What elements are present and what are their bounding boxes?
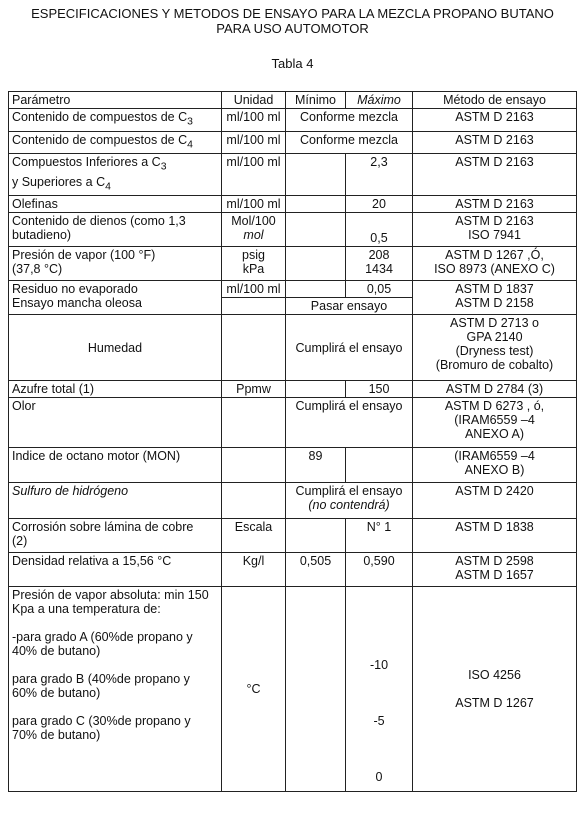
minmax-cell: Cumplirá el ensayo (no contendrá) bbox=[286, 483, 413, 519]
min-cell bbox=[286, 213, 346, 247]
min-cell bbox=[286, 519, 346, 553]
col-header-metodo: Método de ensayo bbox=[413, 92, 577, 109]
document-title: ESPECIFICACIONES Y METODOS DE ENSAYO PARA LA MEZCLA PROPANO BUTANO bbox=[31, 6, 554, 21]
max-cell: 208 1434 bbox=[346, 247, 413, 281]
method-cell: ASTM D 6273 , ó, (IRAM6559 –4 ANEXO A) bbox=[413, 398, 577, 448]
minmax-cell: Conforme mezcla bbox=[286, 109, 413, 132]
method-cell: ASTM D 2598 ASTM D 1657 bbox=[413, 553, 577, 587]
param-cell: Presión de vapor (100 °F) (37,8 °C) bbox=[9, 247, 222, 281]
table-row bbox=[9, 483, 577, 519]
col-header-minimo: Mínimo bbox=[286, 92, 346, 109]
unit-cell: ml/100 ml bbox=[222, 109, 286, 132]
param-cell: Contenido de compuestos de $C_4$ bbox=[9, 131, 222, 154]
param-cell: Indice de octano motor (MON) bbox=[9, 448, 222, 483]
max-cell: 0,5 bbox=[346, 213, 413, 247]
min-cell bbox=[286, 247, 346, 281]
method-cell: ASTM D 1837 ASTM D 2158 bbox=[413, 281, 577, 315]
method-cell: ASTM D 2784 (3) bbox=[413, 381, 577, 398]
param-cell: Olefinas bbox=[9, 196, 222, 213]
unit-cell bbox=[222, 483, 286, 519]
table-row bbox=[9, 398, 577, 448]
table-row bbox=[9, 131, 577, 154]
unit-cell: Kg/l bbox=[222, 553, 286, 587]
col-header-parametro: Parámetro bbox=[9, 92, 222, 109]
min-cell bbox=[286, 154, 346, 196]
unit-cell: psig kPa bbox=[222, 247, 286, 281]
minmax-cell: Cumplirá el ensayo bbox=[286, 398, 413, 448]
specifications-table bbox=[8, 91, 577, 792]
max-cell: 0,590 bbox=[346, 553, 413, 587]
method-cell: ASTM D 2163 bbox=[413, 154, 577, 196]
document-subtitle: PARA USO AUTOMOTOR bbox=[216, 21, 369, 36]
table-row bbox=[9, 381, 577, 398]
unit-cell: ml/100 ml bbox=[222, 154, 286, 196]
method-cell: (IRAM6559 –4 ANEXO B) bbox=[413, 448, 577, 483]
col-header-unidad: Unidad bbox=[222, 92, 286, 109]
param-cell: Residuo no evaporado Ensayo mancha oleosa bbox=[9, 281, 222, 315]
table-row bbox=[9, 281, 577, 298]
unit-cell bbox=[222, 315, 286, 381]
min-cell bbox=[286, 381, 346, 398]
unit-cell bbox=[222, 298, 286, 315]
min-cell bbox=[286, 281, 346, 298]
col-header-maximo: Máximo bbox=[346, 92, 413, 109]
max-cell bbox=[346, 448, 413, 483]
max-cell: -10 -5 0 bbox=[346, 587, 413, 792]
unit-cell: ml/100 ml bbox=[222, 281, 286, 298]
method-cell: ASTM D 1838 bbox=[413, 519, 577, 553]
max-cell: 150 bbox=[346, 381, 413, 398]
method-cell: ISO 4256 ASTM D 1267 bbox=[413, 587, 577, 792]
unit-cell bbox=[222, 398, 286, 448]
min-cell bbox=[286, 196, 346, 213]
max-cell: 20 bbox=[346, 196, 413, 213]
table-row bbox=[9, 315, 577, 381]
param-cell: Compuestos Inferiores a $C_3$ y Superiores a $C_4$ bbox=[9, 154, 222, 196]
method-cell: ASTM D 2163 bbox=[413, 131, 577, 154]
param-cell: Densidad relativa a 15,56 °C bbox=[9, 553, 222, 587]
max-cell: 2,3 bbox=[346, 154, 413, 196]
table-row bbox=[9, 247, 577, 281]
minmax-cell: Pasar ensayo bbox=[286, 298, 413, 315]
table-row bbox=[9, 154, 577, 196]
param-cell: Humedad bbox=[9, 315, 222, 381]
min-cell: 89 bbox=[286, 448, 346, 483]
min-cell bbox=[286, 587, 346, 792]
minmax-cell: Conforme mezcla bbox=[286, 131, 413, 154]
method-cell: ASTM D 2163 bbox=[413, 196, 577, 213]
unit-cell bbox=[222, 448, 286, 483]
table-row bbox=[9, 587, 577, 792]
method-cell: ASTM D 2163 bbox=[413, 109, 577, 132]
unit-cell: Mol/100 mol bbox=[222, 213, 286, 247]
param-cell: Sulfuro de hidrógeno bbox=[9, 483, 222, 519]
unit-cell: ml/100 ml bbox=[222, 196, 286, 213]
param-cell: Corrosión sobre lámina de cobre (2) bbox=[9, 519, 222, 553]
unit-cell: Escala bbox=[222, 519, 286, 553]
param-cell: Presión de vapor absoluta: min 150 Kpa a una temperatura de: -para grado A (60%de propano y 40% de butano) para grado B (40%de propano y 60% de butano) para grado C (30%de propano y 70% de butano) bbox=[9, 587, 222, 792]
table-row bbox=[9, 213, 577, 247]
param-cell: Contenido de dienos (como 1,3 butadieno) bbox=[9, 213, 222, 247]
table-row bbox=[9, 519, 577, 553]
table-row bbox=[9, 553, 577, 587]
table-row bbox=[9, 109, 577, 132]
min-cell: 0,505 bbox=[286, 553, 346, 587]
unit-cell: °C bbox=[222, 587, 286, 792]
method-cell: ASTM D 2163 ISO 7941 bbox=[413, 213, 577, 247]
method-cell: ASTM D 1267 ,Ó, ISO 8973 (ANEXO C) bbox=[413, 247, 577, 281]
minmax-cell: Cumplirá el ensayo bbox=[286, 315, 413, 381]
unit-cell: ml/100 ml bbox=[222, 131, 286, 154]
param-cell: Contenido de compuestos de $C_3$ bbox=[9, 109, 222, 132]
method-cell: ASTM D 2420 bbox=[413, 483, 577, 519]
unit-cell: Ppmw bbox=[222, 381, 286, 398]
param-cell: Azufre total (1) bbox=[9, 381, 222, 398]
param-cell: Olor bbox=[9, 398, 222, 448]
table-header-row bbox=[9, 92, 577, 109]
method-cell: ASTM D 2713 o GPA 2140 (Dryness test) (Bromuro de cobalto) bbox=[413, 315, 577, 381]
max-cell: 0,05 bbox=[346, 281, 413, 298]
table-caption: Tabla 4 bbox=[271, 56, 314, 71]
table-row bbox=[9, 448, 577, 483]
table-row bbox=[9, 196, 577, 213]
max-cell: N° 1 bbox=[346, 519, 413, 553]
